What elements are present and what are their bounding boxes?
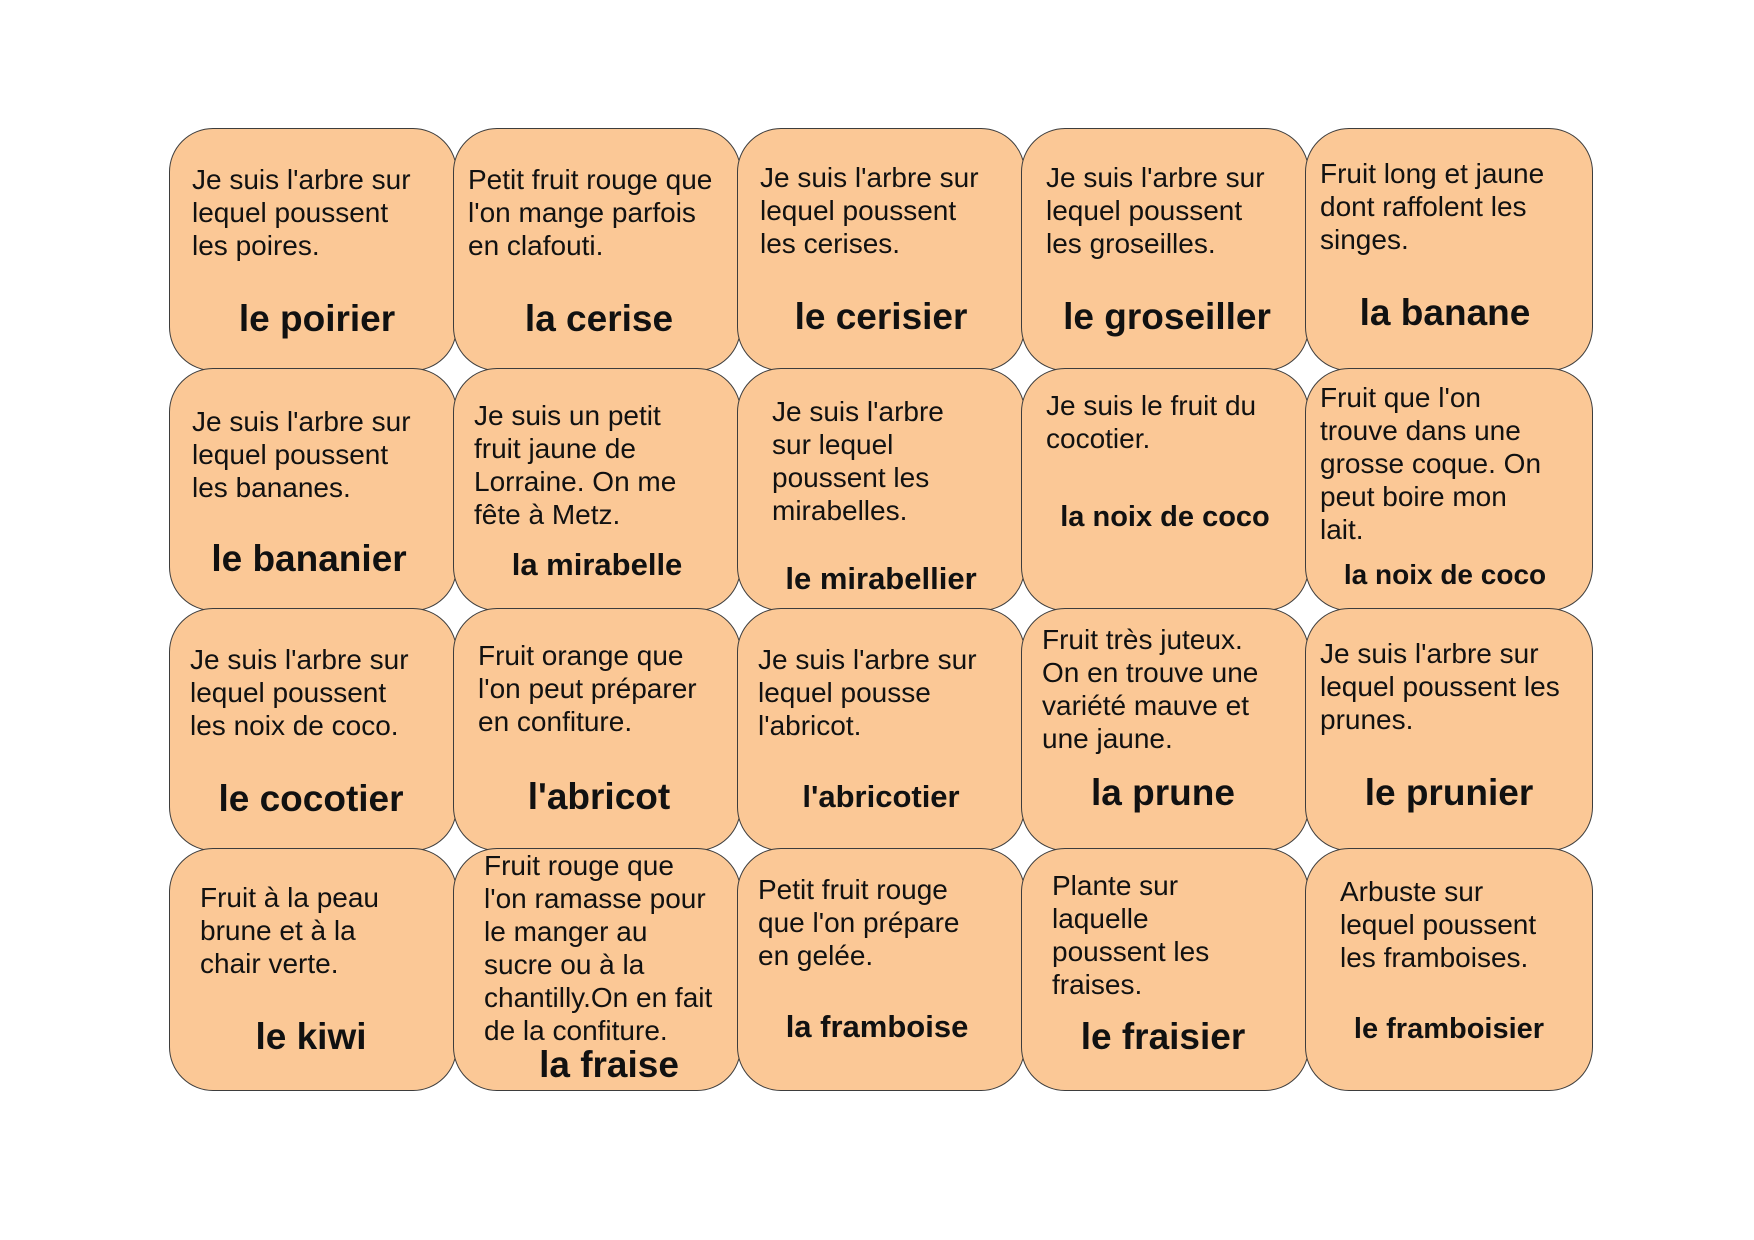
card-sheet (169, 128, 1595, 1092)
card-clue: Petit fruit rouge que l'on mange parfois en clafouti. (468, 164, 713, 261)
card-clue: Fruit que l'on trouve dans une grosse coque. On peut boire mon lait. (1320, 382, 1542, 545)
card (453, 368, 741, 611)
card-answer: le groseiller (1063, 296, 1271, 337)
card-answer: le cocotier (218, 778, 404, 819)
card-answer: le mirabellier (785, 561, 977, 596)
card-clue: Plante sur laquelle poussent les fraises. (1052, 870, 1210, 1000)
card-clue: Je suis l'arbre sur lequel pousse l'abricot. (758, 644, 977, 741)
card-clue: Je suis l'arbre sur lequel poussent les groseilles. (1046, 162, 1265, 259)
card (737, 848, 1025, 1091)
card (1305, 608, 1593, 851)
card (453, 608, 741, 851)
card-answer: la framboise (785, 1009, 969, 1044)
card-answer: le bananier (211, 538, 407, 579)
card-clue: Je suis l'arbre sur lequel poussent les bananes. (192, 406, 411, 503)
card (1021, 368, 1309, 611)
card-clue: Je suis l'arbre sur lequel poussent les mirabelles. (772, 396, 944, 526)
card (1305, 128, 1593, 371)
card (1021, 608, 1309, 851)
card-clue: Fruit long et jaune dont raffolent les singes. (1320, 158, 1545, 255)
card-answer: la noix de coco (1060, 501, 1270, 533)
card (1305, 848, 1593, 1091)
card-answer: le framboisier (1353, 1013, 1545, 1045)
card-answer: la prune (1091, 772, 1235, 813)
card-answer: la banane (1359, 292, 1531, 333)
card (737, 368, 1025, 611)
card-clue: Fruit très juteux. On en trouve une variété mauve et une jaune. (1042, 624, 1259, 754)
card-answer: la cerise (524, 298, 674, 339)
card (453, 848, 741, 1091)
card-answer: la noix de coco (1343, 559, 1547, 590)
card-clue: Arbuste sur lequel poussent les framboises. (1340, 876, 1537, 973)
card-answer: la mirabelle (511, 547, 683, 582)
card-clue: Fruit orange que l'on peut préparer en confiture. (478, 640, 697, 737)
card (737, 608, 1025, 851)
card-clue: Petit fruit rouge que l'on prépare en gelée. (758, 874, 960, 971)
card-answer: le fraisier (1080, 1016, 1246, 1057)
card-answer: le kiwi (255, 1016, 367, 1057)
card-clue: Je suis l'arbre sur lequel poussent les cerises. (760, 162, 979, 259)
card-clue: Fruit rouge que l'on ramasse pour le manger au sucre ou à la chantilly.On en fait de la confiture. (484, 850, 713, 1046)
card-clue: Je suis l'arbre sur lequel poussent les prunes. (1320, 638, 1560, 735)
card (453, 128, 741, 371)
card (737, 128, 1025, 371)
card (1021, 128, 1309, 371)
card (169, 608, 457, 851)
card (169, 368, 457, 611)
card-answer: le cerisier (794, 296, 968, 337)
card-answer: l'abricot (527, 776, 671, 817)
card (169, 128, 457, 371)
card-clue: Je suis un petit fruit jaune de Lorraine. On me fête à Metz. (474, 400, 677, 530)
card-clue: Je suis l'arbre sur lequel poussent les noix de coco. (190, 644, 409, 741)
card-clue: Je suis le fruit du cocotier. (1046, 390, 1257, 454)
card-clue: Je suis l'arbre sur lequel poussent les poires. (192, 164, 411, 261)
card (1021, 848, 1309, 1091)
card-clue: Fruit à la peau brune et à la chair verte. (200, 882, 379, 979)
card (169, 848, 457, 1091)
card-answer: la fraise (539, 1044, 679, 1085)
card-answer: le poirier (238, 298, 396, 339)
card (1305, 368, 1593, 611)
card-answer: le prunier (1364, 772, 1534, 813)
card-answer: l'abricotier (802, 779, 960, 814)
